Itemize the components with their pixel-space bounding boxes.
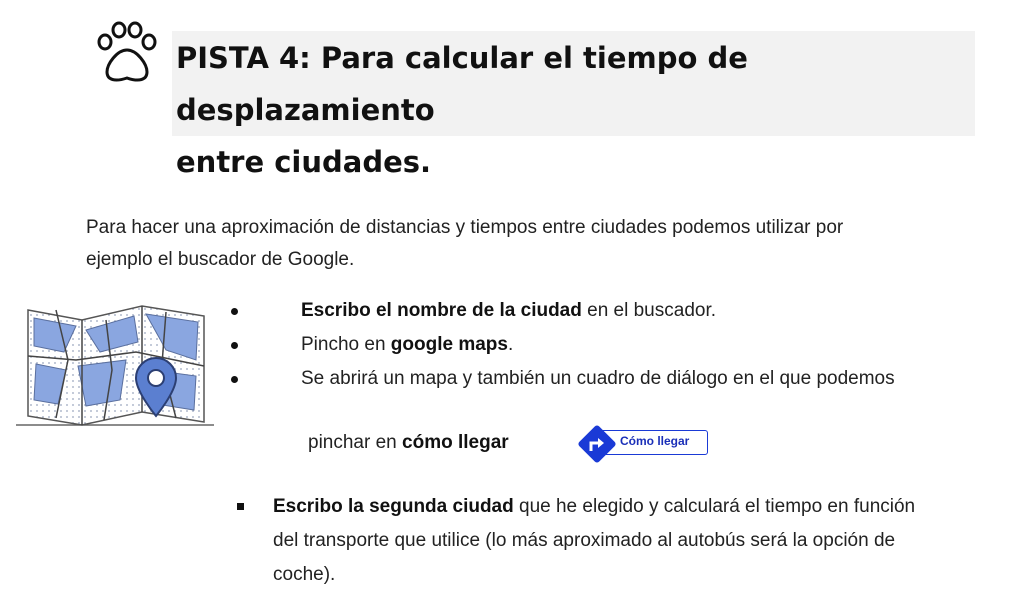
- step-1-bold: Escribo el nombre de la ciudad: [301, 300, 582, 321]
- intro-paragraph: [86, 212, 966, 276]
- directions-button-label: Cómo llegar: [620, 434, 690, 448]
- map-pin-icon: [16, 300, 216, 430]
- step-5-text: que he elegido y calculará el tiempo en función: [513, 496, 916, 517]
- directions-button[interactable]: [576, 423, 710, 465]
- step-2-pre: Pincho en: [301, 334, 391, 355]
- step-1: [301, 295, 716, 327]
- step-2: [301, 329, 513, 361]
- step-4-pre: pinchar en: [308, 432, 403, 453]
- step-3-text: Se abrirá un mapa y también un cuadro de diálogo en el que podemos: [301, 368, 895, 389]
- step-1-text: en el buscador.: [581, 300, 717, 321]
- paw-icon: [95, 20, 157, 86]
- step-5-line-2: del transporte que utilice (lo más aproximado al autobús será la opción de: [273, 530, 896, 551]
- title-line-1: PISTA 4: Para calcular el tiempo de desplazamiento: [176, 41, 748, 127]
- step-3-continued: [308, 427, 509, 459]
- directions-arrow-icon: [576, 423, 618, 465]
- step-2-text: .: [507, 334, 514, 355]
- step-5-line-1: [273, 491, 993, 523]
- step-5-line-3: coche).: [273, 564, 336, 585]
- step-4-bold: cómo llegar: [402, 432, 509, 453]
- bullet-2: [231, 342, 238, 349]
- step-3: [301, 363, 895, 395]
- bullet-1: [231, 308, 238, 315]
- page-title: [176, 32, 976, 188]
- step-5: [273, 491, 993, 591]
- step-2-bold: google maps: [390, 334, 508, 355]
- intro-line-1: Para hacer una aproximación de distancias y tiempos entre ciudades podemos utilizar por: [86, 217, 844, 238]
- bullet-square: [237, 503, 244, 510]
- intro-line-2: ejemplo el buscador de Google.: [86, 249, 355, 270]
- bullet-3: [231, 376, 238, 383]
- title-line-2: entre ciudades.: [176, 145, 432, 179]
- step-5-bold: Escribo la segunda ciudad: [273, 496, 514, 517]
